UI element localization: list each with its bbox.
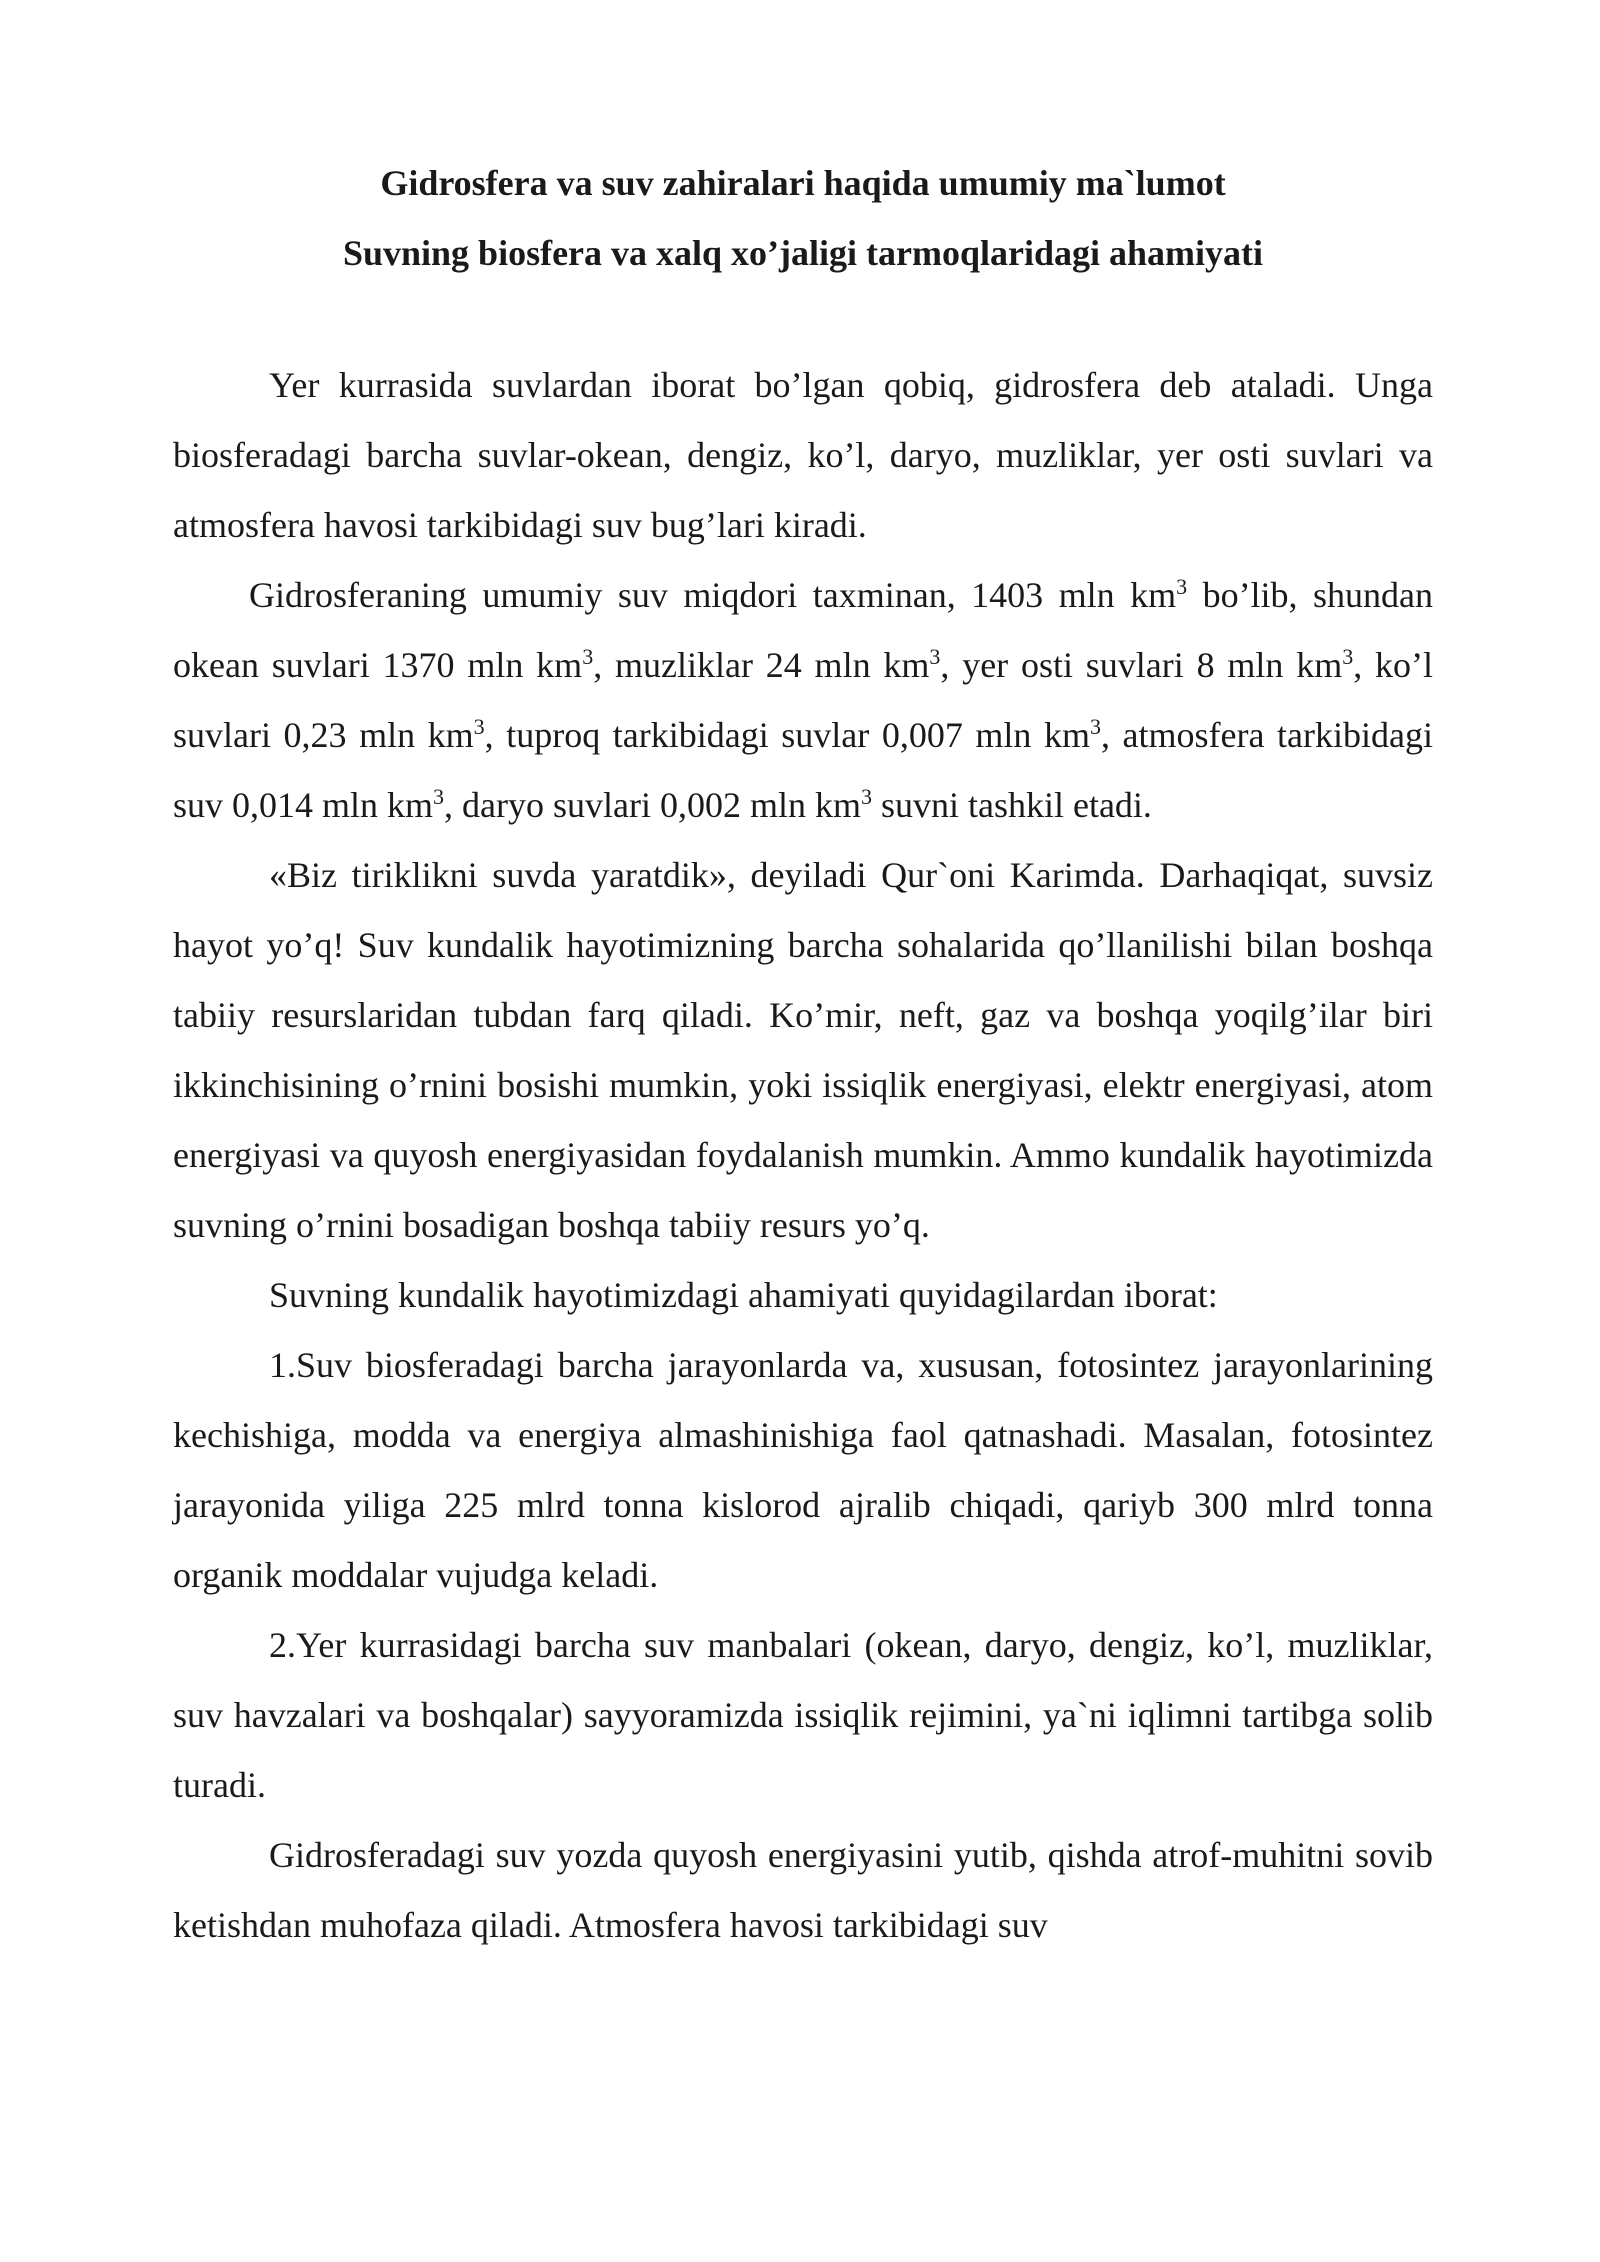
text-segment: , yer osti suvlari 8 mln km bbox=[940, 645, 1343, 685]
document-title-line-2: Suvning biosfera va xalq xo’jaligi tarmoqlaridagi ahamiyati bbox=[342, 233, 1264, 273]
superscript-exponent: 3 bbox=[433, 784, 445, 809]
paragraph-water-volumes bbox=[173, 560, 1433, 840]
text-segment: , daryo suvlari 0,002 mln km bbox=[444, 785, 861, 825]
text-segment: , atmosfera tarkibidagi suv 0,014 mln km bbox=[173, 715, 1433, 825]
text-segment: , ko’l suvlari 0,23 mln km bbox=[173, 645, 1434, 755]
document-page bbox=[173, 148, 1433, 1960]
text-segment: , muzliklar 24 mln km bbox=[593, 645, 930, 685]
paragraph-heat-protection: Gidrosferadagi suv yozda quyosh energiyasini yutib, qishda atrof-muhitni sovib ketishdan muhofaza qiladi. Atmosfera havosi tarkibidagi suv bbox=[173, 1835, 1433, 1945]
paragraph-importance-intro: Suvning kundalik hayotimizdagi ahamiyati quyidagilardan iborat: bbox=[269, 1275, 1218, 1315]
text-segment: suvni tashkil etadi. bbox=[871, 785, 1152, 825]
superscript-exponent: 3 bbox=[929, 644, 941, 669]
text-segment: Gidrosferaning umumiy suv miqdori taxminan, 1403 mln km bbox=[249, 575, 1177, 615]
list-item-2-climate: 2.Yer kurrasidagi barcha suv manbalari (okean, daryo, dengiz, ko’l, muzliklar, suv havzalari va boshqalar) sayyoramizda issiqlik rejimini, ya`ni iqlimni tartibga solib turadi. bbox=[173, 1625, 1433, 1805]
paragraph-hydrosphere-definition: Yer kurrasida suvlardan iborat bo’lgan qobiq, gidrosfera deb ataladi. Unga biosferadagi barcha suvlar-okean, dengiz, ko’l, daryo, muzliklar, yer osti suvlari va atmosfera havosi tarkibidagi suv bug’lari kiradi. bbox=[173, 365, 1433, 545]
list-item-1-photosynthesis: 1.Suv biosferadagi barcha jarayonlarda va, xususan, fotosintez jarayonlarining kechishiga, modda va energiya almashinishiga faol qatnashadi. Masalan, fotosintez jarayonida yiliga 225 mlrd tonna kislorod ajralib chiqadi, qariyb 300 mlrd tonna organik moddalar vujudga keladi. bbox=[173, 1345, 1433, 1595]
text-segment: bo’lib, shundan okean suvlari 1370 mln km bbox=[173, 575, 1433, 685]
superscript-exponent: 3 bbox=[860, 784, 872, 809]
superscript-exponent: 3 bbox=[1342, 644, 1354, 669]
superscript-exponent: 3 bbox=[582, 644, 594, 669]
superscript-exponent: 3 bbox=[1176, 574, 1188, 599]
document-body bbox=[173, 350, 1433, 1960]
paragraph-quran-quote: «Biz tiriklikni suvda yaratdik», deyiladi Qur`oni Karimda. Darhaqiqat, suvsiz hayot yo’q! Suv kundalik hayotimizning barcha sohalarida qo’llanilishi bilan boshqa tabiiy resurslaridan tubdan farq qiladi. Ko’mir, neft, gaz va boshqa yoqilg’ilar biri ikkinchisining o’rnini bosishi mumkin, yoki issiqlik energiyasi, elektr energiyasi, atom energiyasi va quyosh energiyasidan foydalanish mumkin. Ammo kundalik hayotimizda suvning o’rnini bosadigan boshqa tabiiy resurs yo’q. bbox=[173, 855, 1433, 1245]
superscript-exponent: 3 bbox=[1089, 714, 1101, 739]
document-title-line-1: Gidrosfera va suv zahiralari haqida umumiy ma`lumot bbox=[380, 163, 1226, 203]
text-segment: , tuproq tarkibidagi suvlar 0,007 mln km bbox=[484, 715, 1090, 755]
superscript-exponent: 3 bbox=[473, 714, 485, 739]
